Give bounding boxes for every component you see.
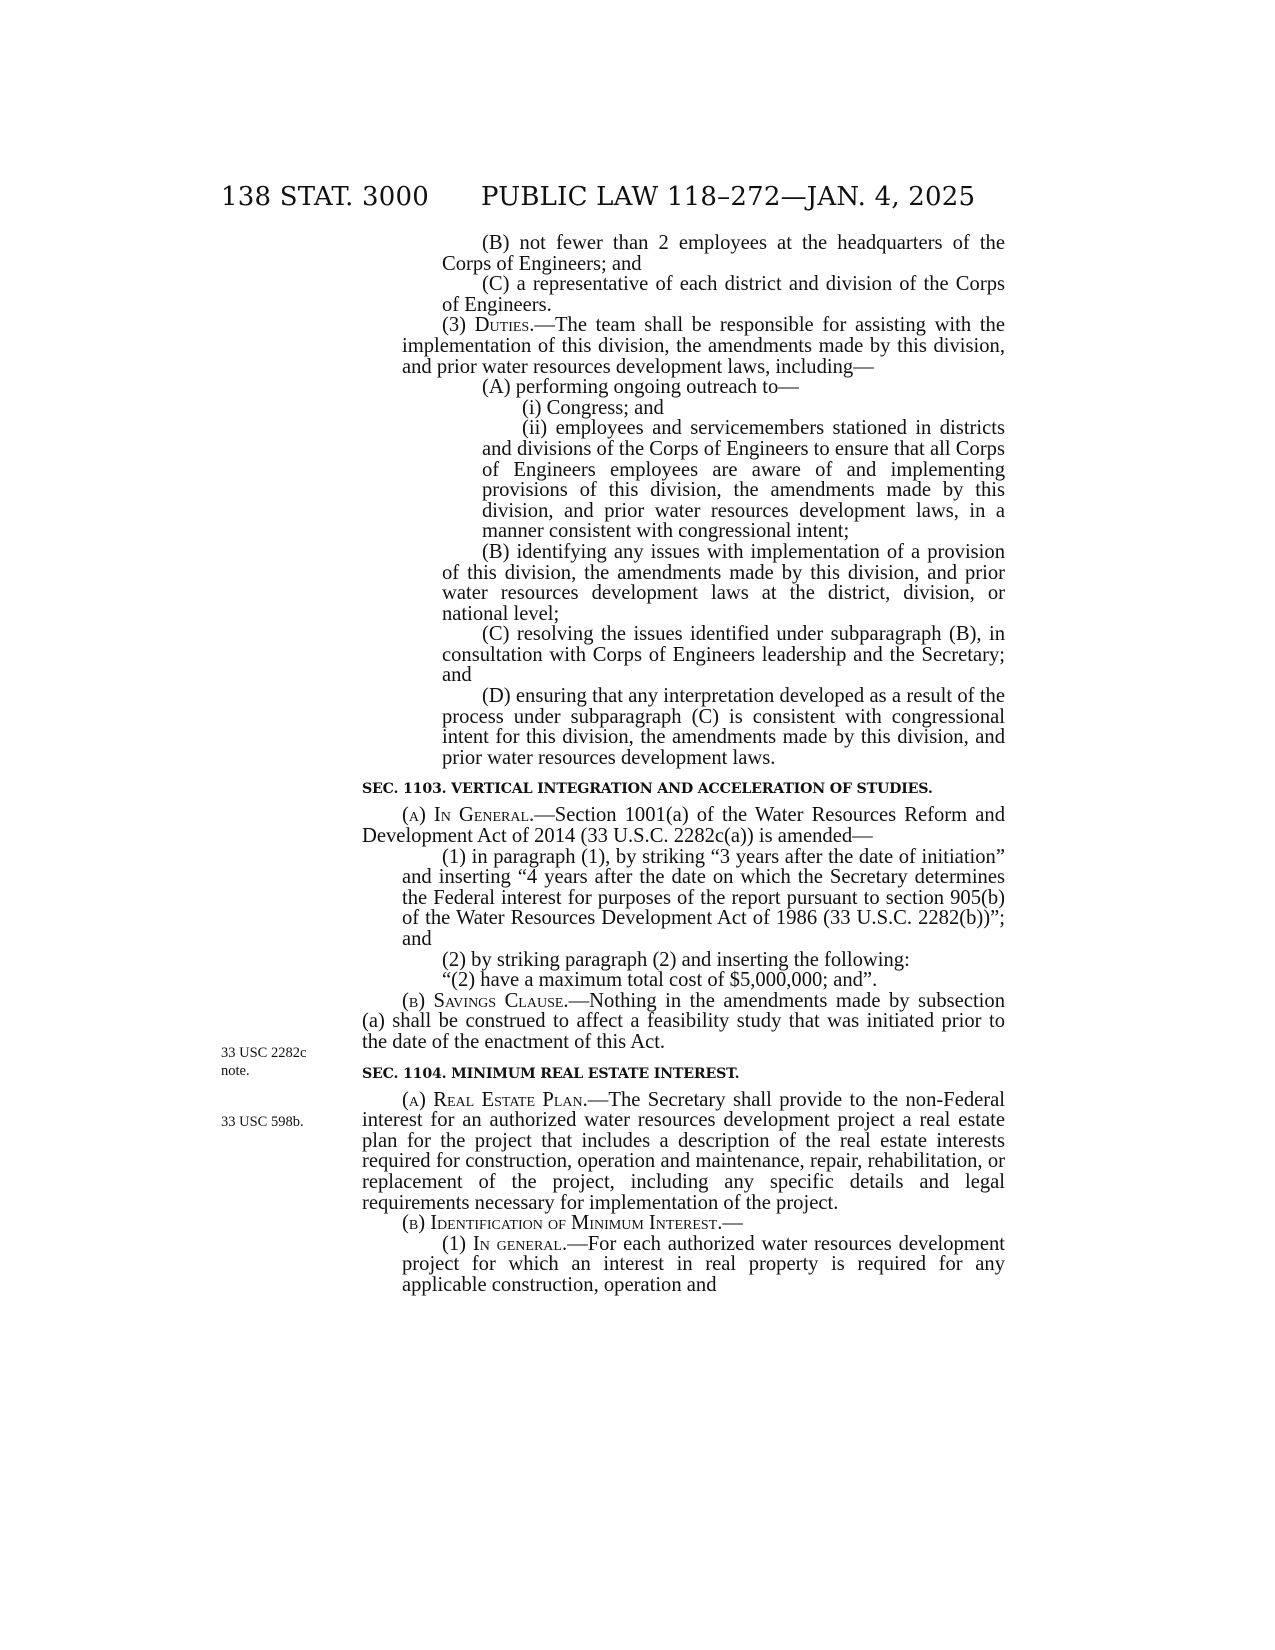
margin-note-usc-598b: 33 USC 598b. (221, 1114, 304, 1130)
paragraph: (C) a representative of each district and division of the Corps of Engineers. (442, 273, 1005, 316)
paragraph (362, 315, 1005, 377)
paragraph: (ii) employees and servicemembers stationed in districts and divisions of the Corps of Engineers to ensure that all Corps of Engineers employees are aware of and implementing provisions of this division, the amendments made by this division, and prior water resources development laws, in a manner consistent with congressional intent; (482, 417, 1005, 543)
document-body (362, 233, 1005, 1296)
paragraph: (C) resolving the issues identified under subparagraph (B), in consultation with Corps of Engineers leadership and the Secretary; and (442, 623, 1005, 687)
paragraph-heading: (b) Identification of Minimum Interest. (402, 1212, 723, 1235)
margin-note-line: note. (221, 1063, 250, 1079)
section-heading-1103: SEC. 1103. VERTICAL INTEGRATION AND ACCELERATION OF STUDIES. (362, 781, 933, 798)
paragraph-heading: (b) Savings Clause. (402, 989, 569, 1012)
section-heading-1104: SEC. 1104. MINIMUM REAL ESTATE INTEREST. (362, 1065, 740, 1082)
paragraph (362, 991, 1005, 1053)
paragraph: (i) Congress; and (522, 396, 664, 419)
paragraph: (B) identifying any issues with implementation of a provision of this division, the amendments made by this division, and prior water resources development laws at the district, division, or national level; (442, 540, 1005, 625)
margin-note-line: 33 USC 2282c (221, 1045, 307, 1061)
paragraph: (D) ensuring that any interpretation developed as a result of the process under subparagraph (C) is consistent with congressional intent for this division, the amendments made by this division, and prior water resources development laws. (442, 685, 1005, 769)
paragraph-text: — (722, 1212, 743, 1235)
paragraph (362, 1090, 1005, 1214)
paragraph (362, 805, 1005, 846)
paragraph: (A) performing ongoing outreach to— (482, 376, 799, 399)
paragraph-heading: (a) Real Estate Plan. (402, 1088, 588, 1111)
paragraph-text: —Section 1001(a) of the Water Resources Reform and Development Act of 2014 (33 U.S.C. 2282c(a)) is amended— (362, 804, 1005, 848)
paragraph: “(2) have a maximum total cost of $5,000,000; and”. (442, 969, 878, 992)
paragraph (362, 1234, 1005, 1296)
paragraph-heading: (3) Duties. (442, 314, 535, 337)
paragraph-text: —The Secretary shall provide to the non-Federal interest for an authorized water resources development project a real estate plan for the project that includes a description of the real estate interests required for construction, operation and maintenance, repair, rehabilitation, or replacement of the project, including any specific details and legal requirements necessary for implementation of the project. (362, 1088, 1005, 1214)
paragraph-heading: (a) In General. (402, 804, 535, 827)
stat-page-number: 138 STAT. 3000 (221, 182, 429, 212)
paragraph (362, 1213, 1005, 1234)
margin-note-usc-2282c (221, 1044, 306, 1080)
paragraph-heading: (1) In general. (442, 1232, 568, 1255)
paragraph: (B) not fewer than 2 employees at the headquarters of the Corps of Engineers; and (442, 232, 1005, 275)
paragraph-text: —Nothing in the amendments made by subsection (a) shall be construed to affect a feasibility study that was initiated prior to the date of the enactment of this Act. (362, 989, 1005, 1053)
paragraph-text: —The team shall be responsible for assisting with the implementation of this division, the amendments made by this division, and prior water resources development laws, including— (402, 314, 1005, 378)
paragraph: (1) in paragraph (1), by striking “3 years after the date of initiation” and inserting “4 years after the date on which the Secretary determines the Federal interest for purposes of the report pursuant to section 905(b) of the Water Resources Development Act of 1986 (33 U.S.C. 2282(b))”; and (402, 845, 1005, 950)
paragraph: (2) by striking paragraph (2) and inserting the following: (442, 948, 910, 971)
public-law-title: PUBLIC LAW 118–272—JAN. 4, 2025 (481, 182, 976, 212)
paragraph-text: —For each authorized water resources development project for which an interest in real property is required for any applicable construction, operation and (402, 1232, 1005, 1296)
